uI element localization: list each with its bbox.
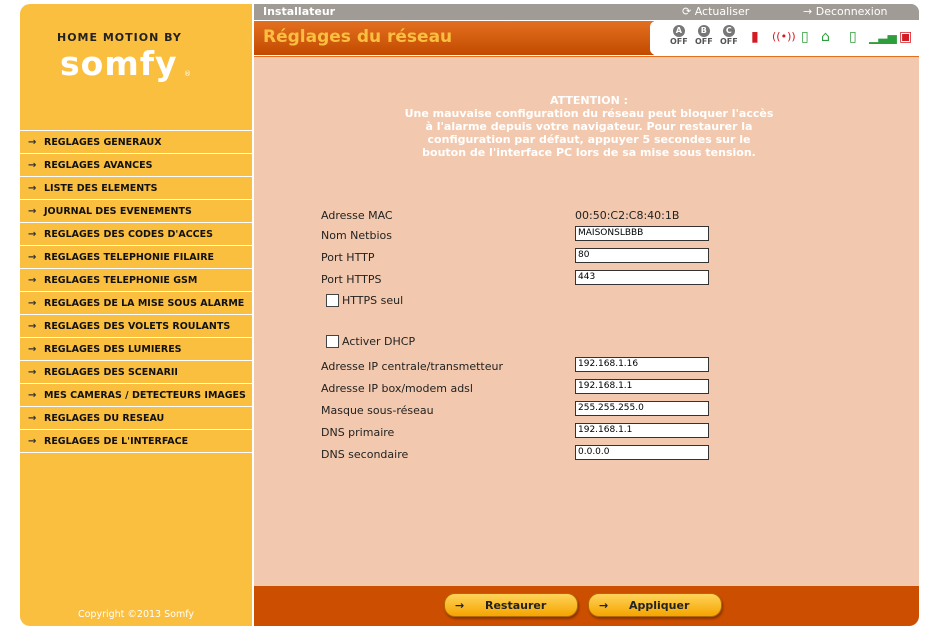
checkbox-box [326,294,339,307]
sidebar-item-scenarii[interactable]: → REGLAGES DES SCENARII [20,360,252,383]
arrow-right-icon: → [28,182,37,194]
home-ok-icon: ⌂ [821,29,830,45]
page-title: Réglages du réseau [263,27,453,47]
arrow-right-icon: → [803,5,816,18]
arrow-right-icon: → [28,343,37,355]
http-port-label: Port HTTP [321,251,375,264]
arrow-right-icon: → [28,274,37,286]
sidebar-item-reseau[interactable]: → REGLAGES DU RESEAU [20,406,252,429]
subnet-mask-input[interactable]: 255.255.255.0 [575,401,709,416]
zone-a-status: A OFF [670,26,688,46]
sidebar-menu [20,130,252,453]
arrow-right-icon: → [455,598,465,612]
brand-name: somfy [60,44,178,83]
sidebar-item-mise-sous-alarme[interactable]: → REGLAGES DE LA MISE SOUS ALARME [20,291,252,314]
warning-text: Une mauvaise configuration du réseau peut bloquer l'accès à l'alarme depuis votre navigateur. Pour restaurer la configuration par défaut, appuyer 5 secondes sur le bouton de l'interface PC lors de sa mise sous tension. [404,107,774,159]
warning-heading: ATTENTION : [549,94,629,107]
refresh-link[interactable]: ⟳ Actualiser [682,5,750,18]
tamper-icon: ▣ [899,29,913,45]
sidebar-item-journal-evenements[interactable]: → JOURNAL DES EVENEMENTS [20,199,252,222]
dns-primary-input[interactable]: 192.168.1.1 [575,423,709,438]
sidebar-item-liste-elements[interactable]: → LISTE DES ELEMENTS [20,176,252,199]
sidebar-item-telephonie-gsm[interactable]: → REGLAGES TELEPHONIE GSM [20,268,252,291]
warning-message [404,94,774,159]
main-content [254,56,919,586]
radio-signal-icon: ((•)) [772,30,796,43]
mac-value: 00:50:C2:C8:40:1B [575,209,680,222]
sidebar [20,4,252,626]
arrow-right-icon: → [28,251,37,263]
brand-tagline: HOME MOTION BY [57,31,182,44]
user-role: Installateur [263,5,336,18]
restore-button[interactable]: → Restaurer [444,593,578,617]
sidebar-item-interface[interactable]: → REGLAGES DE L'INTERFACE [20,429,252,453]
https-port-label: Port HTTPS [321,273,382,286]
zone-c-status: C OFF [720,26,738,46]
netbios-input[interactable]: MAISONSLBBB [575,226,709,241]
arrow-right-icon: → [599,598,609,612]
ip-central-input[interactable]: 192.168.1.16 [575,357,709,372]
bottom-bar [254,586,919,626]
sidebar-item-codes-acces[interactable]: → REGLAGES DES CODES D'ACCES [20,222,252,245]
sidebar-item-telephonie-filaire[interactable]: → REGLAGES TELEPHONIE FILAIRE [20,245,252,268]
zone-b-status: B OFF [695,26,713,46]
arrow-right-icon: → [28,136,37,148]
subnet-mask-label: Masque sous-réseau [321,404,434,417]
sidebar-item-cameras[interactable]: → MES CAMERAS / DETECTEURS IMAGES [20,383,252,406]
apply-button[interactable]: → Appliquer [588,593,722,617]
title-bar [254,21,654,55]
sidebar-item-lumieres[interactable]: → REGLAGES DES LUMIERES [20,337,252,360]
ip-box-input[interactable]: 192.168.1.1 [575,379,709,394]
ip-central-label: Adresse IP centrale/transmetteur [321,360,504,373]
arrow-right-icon: → [28,228,37,240]
netbios-label: Nom Netbios [321,229,392,242]
sim-card-icon: ▯ [801,29,809,45]
dns-primary-label: DNS primaire [321,426,395,439]
arrow-right-icon: → [28,159,37,171]
status-bar [654,21,919,55]
dns-secondary-label: DNS secondaire [321,448,409,461]
arrow-right-icon: → [28,297,37,309]
copyright: Copyright ©2013 Somfy [77,609,195,620]
gsm-signal-icon: ▁▃▅ [869,30,897,44]
checkbox-box [326,335,339,348]
arrow-right-icon: → [28,320,37,332]
logout-link[interactable]: → Deconnexion [803,5,888,18]
https-port-input[interactable]: 443 [575,270,709,285]
arrow-right-icon: → [28,389,37,401]
https-only-checkbox[interactable]: HTTPS seul [326,294,403,307]
door-icon: ▯ [849,29,857,45]
brand-trademark: ® [184,70,191,78]
ip-box-label: Adresse IP box/modem adsl [321,382,473,395]
dns-secondary-input[interactable]: 0.0.0.0 [575,445,709,460]
http-port-input[interactable]: 80 [575,248,709,263]
sidebar-item-volets-roulants[interactable]: → REGLAGES DES VOLETS ROULANTS [20,314,252,337]
sidebar-item-reglages-generaux[interactable]: → REGLAGES GENERAUX [20,130,252,153]
dhcp-checkbox[interactable]: Activer DHCP [326,335,415,348]
mac-label: Adresse MAC [321,209,393,222]
refresh-icon: ⟳ [682,5,695,18]
arrow-right-icon: → [28,366,37,378]
battery-icon: ▮ [751,29,759,45]
top-bar [254,4,919,20]
arrow-right-icon: → [28,435,37,447]
sidebar-item-reglages-avances[interactable]: → REGLAGES AVANCES [20,153,252,176]
arrow-right-icon: → [28,412,37,424]
somfy-logo [20,4,252,130]
arrow-right-icon: → [28,205,37,217]
